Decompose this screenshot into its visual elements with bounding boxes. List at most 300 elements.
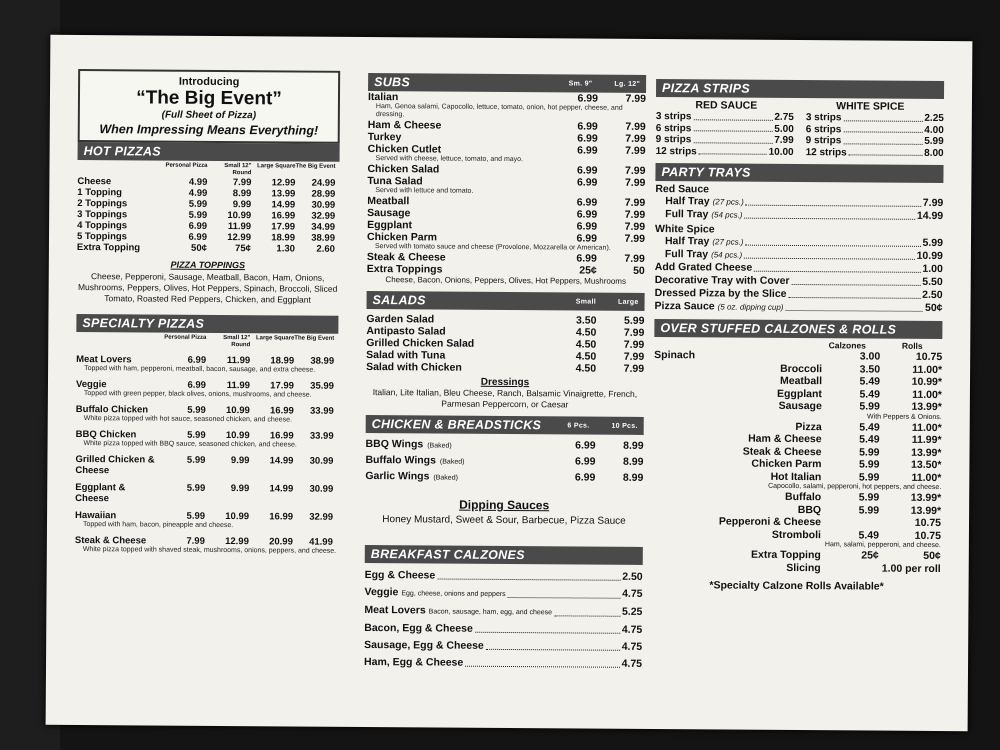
size-small: Sm. 9" <box>568 79 593 88</box>
price-calzone: 5.49 <box>859 420 880 434</box>
price: 4.50 <box>575 362 597 375</box>
price-large: 7.99 <box>624 196 646 209</box>
breakfast-row <box>364 620 642 639</box>
price: 4.00 <box>924 124 944 136</box>
price: 9.99 <box>232 199 252 211</box>
specialty-title: SPECIALTY PIZZAS <box>82 316 205 331</box>
price: 8.00 <box>924 147 944 159</box>
item-description: White pizza topped with BBQ sauce, seasoned chicken, and cheese. <box>83 440 297 449</box>
price: 10.99 <box>916 249 943 263</box>
red-sauce-label: RED SAUCE <box>695 99 758 112</box>
specialty-item <box>75 454 337 478</box>
price: 16.99 <box>271 210 296 222</box>
chicken-row <box>366 437 644 455</box>
strips-title: PIZZA STRIPS <box>662 81 750 96</box>
price: 41.99 <box>309 536 333 548</box>
item-note: (Baked) <box>433 474 458 482</box>
leader-dots <box>465 655 619 668</box>
price-calzone: 3.00 <box>859 350 881 363</box>
item-name: 3 Toppings <box>77 208 128 221</box>
price: 5.99 <box>924 135 944 148</box>
price: 16.99 <box>269 430 294 442</box>
trays-title: PARTY TRAYS <box>661 165 751 180</box>
item-name <box>655 287 787 301</box>
item-label: Add Grated Cheese <box>654 261 753 274</box>
leader-dots <box>754 262 920 273</box>
price-row <box>656 123 794 135</box>
item-description: Topped with ham, pepperoni, meatball, bacon, sausage, and extra cheese. <box>84 365 316 374</box>
specialty-row <box>75 482 337 506</box>
price: 14.99 <box>269 483 294 495</box>
item-label: Buffalo Wings <box>365 453 436 467</box>
item-name: Eggplant <box>367 219 413 232</box>
price: 38.99 <box>311 232 336 244</box>
item-note: (54 pcs.) <box>711 210 743 220</box>
price: 5.99 <box>186 482 206 494</box>
item-label: Garlic Wings <box>365 469 430 483</box>
leader-dots <box>486 638 620 651</box>
item-name: Salad with Chicken <box>366 361 462 374</box>
price-row <box>806 112 944 124</box>
price: 5.99 <box>187 429 206 441</box>
item-name: Hot Italian <box>770 470 822 483</box>
price: 17.99 <box>270 380 295 392</box>
calzones-header <box>654 319 942 339</box>
leader-dots <box>792 275 921 286</box>
price-small: 6.99 <box>577 144 598 157</box>
item-name: Meatball <box>367 195 410 208</box>
price-calzone: 3.50 <box>859 362 881 376</box>
tray-white-list <box>655 235 943 263</box>
item-name: 3 strips <box>805 112 842 124</box>
price: 6.99 <box>188 231 208 243</box>
price: 2.75 <box>774 111 794 123</box>
price: 75¢ <box>235 243 251 255</box>
price-roll: 10.75 <box>915 350 943 364</box>
price: 50¢ <box>924 301 943 315</box>
item-name <box>654 300 783 314</box>
item-name: Steak & Cheese <box>366 251 446 264</box>
price-roll: 50¢ <box>923 549 941 563</box>
size-small: Small <box>575 297 597 306</box>
leader-dots <box>693 111 772 120</box>
price: 5.99 <box>188 209 208 221</box>
item-name <box>364 654 463 672</box>
item-name: 1 Topping <box>77 186 123 199</box>
item-name: 5 Toppings <box>76 230 128 243</box>
price: 7.99 <box>186 535 205 547</box>
price: 35.99 <box>310 380 335 392</box>
price-large: 7.99 <box>624 176 646 189</box>
item-note: (Baked) <box>439 458 465 466</box>
item-name: Spinach <box>654 349 696 362</box>
hot-pizzas-title: HOT PIZZAS <box>83 144 161 159</box>
item-name <box>365 453 547 470</box>
item-name: Chicken Parm <box>366 231 438 244</box>
item-name: Ham & Cheese <box>367 119 442 132</box>
item-label: Full Tray <box>664 248 709 261</box>
item-name <box>366 437 548 454</box>
price: 2.50 <box>922 288 943 302</box>
price: 17.99 <box>271 221 296 233</box>
chicken-header <box>366 415 644 435</box>
price-calzone <box>821 562 879 575</box>
item-name: Chicken Cutlet <box>367 143 442 156</box>
size-large: Large Square <box>257 163 296 170</box>
price: 5.99 <box>623 314 645 327</box>
price-small: 6.99 <box>576 252 597 265</box>
item-description: White pizza topped with shaved steak, mushrooms, onions, peppers, and cheese. <box>82 546 337 555</box>
price: 5.00 <box>774 123 794 135</box>
price: 6.99 <box>574 471 596 484</box>
item-name: 9 strips <box>655 134 692 146</box>
item-name: Cheese <box>77 175 112 188</box>
price: 7.99 <box>232 177 252 189</box>
item-name: Meatball <box>779 374 823 388</box>
size-large: Large Square <box>255 335 295 342</box>
price: 38.99 <box>310 355 335 367</box>
item-name: Extra Topping <box>750 548 821 562</box>
price: 32.99 <box>309 511 334 523</box>
item-name: BBQ Chicken <box>75 428 137 441</box>
item-name: Chicken Parm <box>751 457 822 471</box>
price-large: 50 <box>633 264 645 277</box>
column-right <box>653 79 945 593</box>
item-name: Broccoli <box>780 362 823 375</box>
breakfast-row <box>364 654 642 673</box>
big-event-intro: Introducing <box>178 75 240 89</box>
size-large: Large <box>617 298 639 306</box>
item-note: Bacon, sausage, ham, egg, and cheese <box>428 608 553 617</box>
big-event-subtitle: (Full Sheet of Pizza) <box>161 109 257 122</box>
item-label: Half Tray <box>664 235 710 248</box>
price-roll: 10.99* <box>911 375 943 389</box>
price-roll: 11.00* <box>912 388 942 401</box>
price: 28.99 <box>311 188 336 200</box>
item-name: Grilled Chicken & Cheese <box>75 453 155 477</box>
item-name <box>364 584 505 603</box>
price: 33.99 <box>309 405 334 417</box>
price: 5.99 <box>186 510 206 522</box>
price: 7.99 <box>623 326 645 339</box>
price-large: 7.99 <box>624 208 646 221</box>
leader-dots <box>508 585 620 599</box>
price: 5.99 <box>186 454 206 466</box>
price-large: 7.99 <box>625 132 646 145</box>
size-big-event: The Big Event <box>294 335 335 342</box>
item-label: Bacon, Egg & Cheese <box>364 621 473 635</box>
price: 14.99 <box>271 199 296 211</box>
price: 8.99 <box>622 455 644 468</box>
item-name: Salad with Tuna <box>366 349 446 362</box>
leader-dots <box>843 124 922 133</box>
item-note: Egg, cheese, onions and peppers <box>401 590 506 598</box>
price: 30.99 <box>309 483 334 495</box>
price-calzone: 5.99 <box>858 458 880 471</box>
leader-dots <box>693 123 772 132</box>
tray-row <box>654 300 942 315</box>
price: 4.50 <box>575 326 597 339</box>
item-label: Veggie <box>364 585 399 599</box>
price: 5.25 <box>621 605 643 618</box>
item-description: Served with tomato sauce and cheese (Provolone, Mozzarella or American). <box>374 243 611 252</box>
item-label: Sausage, Egg & Cheese <box>364 638 484 652</box>
leader-dots <box>843 112 922 121</box>
price-calzone: 5.99 <box>858 491 880 504</box>
item-name: Buffalo Chicken <box>75 403 149 416</box>
price-roll: 11.00* <box>912 363 943 376</box>
price: 18.99 <box>270 355 295 367</box>
price: 18.99 <box>271 232 296 244</box>
item-name: Antipasto Salad <box>366 325 446 338</box>
price: 1.00 <box>922 262 943 276</box>
price-roll: 1.00 per roll <box>881 562 941 575</box>
leader-dots <box>849 147 922 156</box>
item-note: (27 pcs.) <box>712 237 744 247</box>
specialty-item <box>76 404 338 425</box>
breakfast-row <box>365 567 643 586</box>
calzones-list <box>653 349 943 575</box>
salads-header <box>367 291 645 311</box>
price: 5.99 <box>922 236 944 250</box>
item-name <box>364 637 484 655</box>
price-calzone: 25¢ <box>861 549 879 562</box>
price: 34.99 <box>311 221 336 233</box>
item-label: Half Tray <box>665 195 710 208</box>
price-calzone: 5.99 <box>858 503 880 517</box>
item-label: Meat Lovers <box>364 603 426 617</box>
price: 4.50 <box>575 338 597 351</box>
price-calzone: 5.49 <box>858 528 879 542</box>
calzones-footnote: *Specialty Calzone Rolls Available* <box>709 579 884 593</box>
size-large: Lg. 12" <box>614 80 641 88</box>
item-name: Hawaiian <box>75 509 117 522</box>
item-name <box>665 195 744 209</box>
chicken-title: CHICKEN & BREADSTICKS <box>371 417 542 433</box>
item-name <box>655 261 753 275</box>
dipping-sauces-title: Dipping Sauces <box>459 497 550 513</box>
price-large: 7.99 <box>624 220 646 233</box>
dressings-title: Dressings <box>480 376 530 389</box>
big-event-tagline: When Impressing Means Everything! <box>99 122 319 138</box>
price: 4.75 <box>621 623 643 636</box>
strips-header <box>656 79 944 99</box>
price-large: 7.99 <box>625 144 646 157</box>
item-name: Veggie <box>75 378 107 391</box>
subs-header <box>368 73 646 93</box>
item-note: (Baked) <box>427 442 452 450</box>
price: 14.99 <box>916 209 944 223</box>
price: 24.99 <box>311 177 336 189</box>
item-name: BBQ <box>797 503 822 516</box>
price-small: 6.99 <box>576 208 598 221</box>
price-small: 6.99 <box>576 196 598 209</box>
item-name: 4 Toppings <box>77 219 128 232</box>
specialty-item <box>75 482 337 506</box>
price: 7.99 <box>623 362 645 375</box>
white-spice-label: WHITE SPICE <box>836 100 905 113</box>
price-row <box>806 135 944 147</box>
item-description: With Peppers & Onions. <box>867 413 942 421</box>
item-name: Grilled Chicken Salad <box>366 337 475 350</box>
price: 14.99 <box>269 455 294 467</box>
breakfast-title: BREAKFAST CALZONES <box>370 547 525 563</box>
price: 12.99 <box>227 232 252 244</box>
size-6pcs: 6 Pcs. <box>567 421 590 430</box>
price-roll: 13.99* <box>911 446 942 459</box>
item-name: 12 strips <box>655 145 697 157</box>
price: 11.99 <box>226 380 251 392</box>
price: 4.99 <box>188 176 208 188</box>
price-row <box>656 146 794 158</box>
price-calzone: 5.49 <box>859 375 881 388</box>
price: 16.99 <box>269 405 294 417</box>
price: 2.50 <box>622 570 643 583</box>
tray-red-list <box>655 195 943 223</box>
price: 11.99 <box>227 221 252 233</box>
price-small: 6.99 <box>576 176 598 189</box>
hot-pizzas-header <box>78 142 340 162</box>
item-name: Steak & Cheese <box>74 534 147 547</box>
item-name <box>655 274 790 288</box>
price-large: 7.99 <box>624 232 646 245</box>
price: 12.99 <box>225 536 249 548</box>
price-large: 7.99 <box>625 164 646 177</box>
item-name: 3 strips <box>655 111 692 123</box>
tray-white-label: White Spice <box>655 223 715 236</box>
price-row <box>656 111 794 123</box>
price: 6.99 <box>575 439 596 452</box>
item-description: Capocollo, salami, pepperoni, hot peppers, and cheese. <box>768 482 942 492</box>
item-name: Extra Toppings <box>366 263 443 276</box>
item-name: 6 strips <box>805 123 842 135</box>
item-name: Turkey <box>367 131 402 144</box>
item-description: Topped with ham, bacon, pineapple and cheese. <box>82 521 234 530</box>
price: 5.99 <box>188 198 208 210</box>
specialty-item <box>75 510 337 531</box>
leader-dots <box>554 603 620 616</box>
item-name: 6 strips <box>655 122 692 134</box>
specialty-row <box>75 454 337 478</box>
price: 7.99 <box>922 196 944 210</box>
price-small: 6.99 <box>576 232 598 245</box>
price-row <box>806 124 944 136</box>
price-small: 6.99 <box>577 92 599 105</box>
price-calzone: 5.99 <box>859 400 880 413</box>
breakfast-row <box>364 637 642 656</box>
item-name: Pizza <box>795 420 822 433</box>
price: 30.99 <box>309 455 334 467</box>
item-note: (54 pcs.) <box>711 250 743 260</box>
dressings-list: Italian, Lite Italian, Bleu Cheese, Ranch, Balsamic Vinaigrette, French, Parmesan Peppercorn, or Caesar <box>372 387 638 410</box>
price: 32.99 <box>311 210 336 222</box>
item-name <box>365 469 547 486</box>
price-roll: 13.99* <box>911 400 942 414</box>
sub-toppings-note: Cheese, Bacon, Onions, Peppers, Olives, Hot Peppers, Mushrooms <box>385 275 627 286</box>
price: 10.99 <box>227 210 252 222</box>
item-label: Egg & Cheese <box>364 568 436 582</box>
strips-red-list <box>656 111 794 158</box>
column-middle <box>364 73 646 673</box>
item-name: Meat Lovers <box>76 353 132 366</box>
leader-dots <box>744 249 914 260</box>
specialty-item <box>76 379 338 400</box>
price: 7.99 <box>623 350 645 363</box>
price: 33.99 <box>309 430 334 442</box>
salads-list <box>366 313 644 375</box>
item-name: Chicken Salad <box>367 163 440 176</box>
price: 7.99 <box>623 338 645 351</box>
item-name: Ham & Cheese <box>748 432 822 446</box>
price: 10.99 <box>225 405 250 417</box>
price-small: 6.99 <box>577 164 598 177</box>
tray-extras-list <box>654 261 942 315</box>
price: 5.50 <box>922 275 943 289</box>
price: 6.99 <box>188 220 208 232</box>
item-name: Italian <box>367 91 399 104</box>
item-label: BBQ Wings <box>365 438 424 451</box>
item-name: 9 strips <box>805 135 842 147</box>
price-roll: 13.50* <box>911 458 942 472</box>
pizza-row <box>77 242 339 255</box>
calzones-title: OVER STUFFED CALZONES & ROLLS <box>660 321 897 337</box>
chicken-row <box>365 453 643 471</box>
price-small: 6.99 <box>576 220 598 233</box>
price-calzone: 5.99 <box>859 445 880 459</box>
salad-row <box>366 361 644 375</box>
price-calzone: 5.49 <box>859 387 880 401</box>
item-label: Pizza Sauce <box>654 300 715 313</box>
item-name <box>365 567 436 584</box>
price: 30.99 <box>311 199 336 211</box>
item-description: Served with lettuce and tomato. <box>375 187 474 195</box>
item-name: Slicing <box>786 561 821 574</box>
size-10pcs: 10 Pcs. <box>611 422 638 430</box>
price: 2.25 <box>924 112 944 125</box>
item-label: Ham, Egg & Cheese <box>364 655 464 669</box>
strips-grid <box>656 111 944 159</box>
price-row <box>806 147 944 159</box>
price-small: 6.99 <box>577 120 598 133</box>
subs-list <box>367 91 646 277</box>
price-large: 7.99 <box>625 120 646 133</box>
chicken-row <box>365 469 643 487</box>
price: 6.99 <box>187 354 207 366</box>
breakfast-row <box>364 584 642 604</box>
price: 9.99 <box>230 455 250 467</box>
item-name: Stromboli <box>771 528 821 541</box>
size-personal: Personal Pizza <box>165 162 208 169</box>
price-roll: 13.99* <box>910 504 942 517</box>
price: 16.99 <box>269 511 294 523</box>
breakfast-header <box>365 545 643 565</box>
price: 20.99 <box>269 536 293 548</box>
col-calzones: Calzones <box>828 340 866 351</box>
subs-title: SUBS <box>374 75 411 90</box>
item-note: (5 oz. dipping cup) <box>717 302 784 312</box>
price: 2.60 <box>316 243 335 255</box>
price-small: 6.99 <box>577 132 598 145</box>
hot-pizzas-list <box>77 176 340 255</box>
price-roll: 11.99* <box>911 433 942 447</box>
item-name: 2 Toppings <box>77 197 128 210</box>
price-calzone <box>821 516 879 529</box>
item-name <box>665 235 744 249</box>
leader-dots <box>475 621 620 634</box>
size-small: Small 12" Round <box>224 163 252 177</box>
price: 10.99 <box>225 430 250 442</box>
price: 10.00 <box>768 146 794 158</box>
